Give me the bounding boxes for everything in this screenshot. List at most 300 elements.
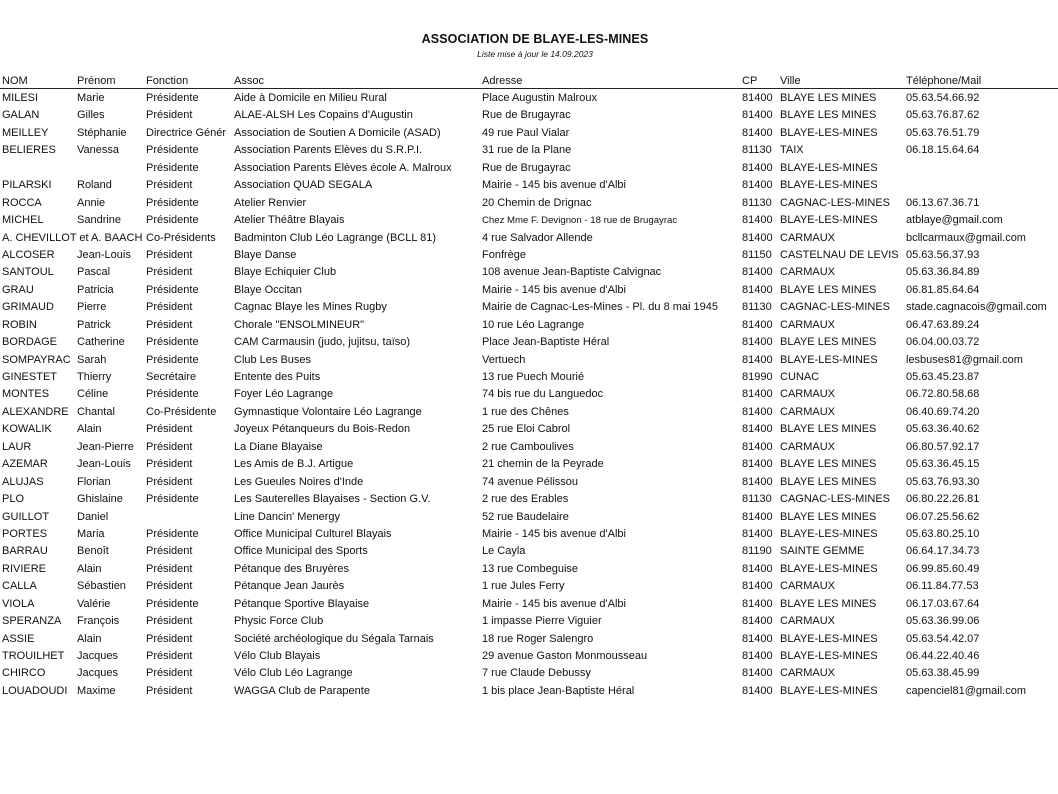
table-row [2,526,1058,543]
cell-adresse: Rue de Brugayrac [482,109,571,122]
table-row [2,543,1058,560]
cell-association: Pétanque des Bruyères [234,562,349,575]
cell-association: Chorale "ENSOLMINEUR" [234,318,365,331]
table-row [2,317,1058,334]
table-row [2,648,1058,665]
table-row [2,160,1058,177]
cell-nom: PILARSKI [2,179,52,192]
table-row [2,404,1058,421]
cell-prenom: Jean-Louis [77,248,131,261]
cell-adresse: 25 rue Eloi Cabrol [482,423,571,436]
cell-adresse: 1 impasse Pierre Viguier [482,615,602,628]
cell-ville: BLAYE-LES-MINES [780,179,878,192]
cell-association: Physic Force Club [234,615,324,628]
cell-nom: VIOLA [2,597,35,610]
cell-code-postal: 81400 [742,109,773,122]
cell-fonction: Président [146,301,193,314]
cell-code-postal: 81400 [742,440,773,453]
cell-telephone-mail: 06.81.85.64.64 [906,283,980,296]
cell-code-postal: 81400 [742,475,773,488]
cell-ville: BLAYE LES MINES [780,336,877,349]
cell-prenom: François [77,615,120,628]
cell-adresse: 18 rue Roger Salengro [482,632,594,645]
cell-nom: MILESI [2,92,39,104]
cell-adresse: Rue de Brugayrac [482,161,571,174]
cell-adresse: 21 chemin de la Peyrade [482,458,604,471]
cell-prenom: Patricia [77,283,114,296]
cell-ville: BLAYE-LES-MINES [780,527,878,540]
cell-association: CAM Carmausin (judo, jujitsu, taïso) [234,336,411,349]
cell-nom: SOMPAYRAC [2,353,71,366]
table-row [2,421,1058,438]
cell-adresse: 13 rue Combeguise [482,562,579,575]
cell-fonction: Présidente [146,493,199,506]
cell-adresse: Mairie - 145 bis avenue d'Albi [482,527,626,540]
cell-prenom: Sarah [77,353,107,366]
cell-prenom: Pascal [77,266,111,279]
cell-code-postal: 81190 [742,545,772,558]
cell-nom: BARRAU [2,545,48,558]
cell-fonction: Présidente [146,283,199,296]
cell-association: La Diane Blayaise [234,440,323,453]
cell-telephone-mail: atblaye@gmail.com [906,214,1003,227]
cell-prenom: Pierre [77,301,107,314]
cell-telephone-mail: 06.13.67.36.71 [906,196,980,209]
cell-adresse: Mairie - 145 bis avenue d'Albi [482,597,626,610]
cell-association: Pétanque Sportive Blayaise [234,597,370,610]
table-header-row [2,73,1058,90]
cell-telephone-mail: 05.63.54.66.92 [906,92,980,104]
cell-ville: BLAYE LES MINES [780,283,877,296]
cell-adresse: Vertuech [482,353,526,366]
cell-adresse: 10 rue Léo Lagrange [482,318,585,331]
cell-nom: BELIERES [2,144,56,157]
cell-adresse: 29 avenue Gaston Monmousseau [482,650,648,662]
cell-fonction: Président [146,440,193,453]
cell-adresse: 108 avenue Jean-Baptiste Calvignac [482,266,662,279]
cell-code-postal: 81400 [742,161,773,174]
cell-ville: CARMAUX [780,266,836,279]
cell-adresse: 74 bis rue du Languedoc [482,388,604,401]
cell-code-postal: 81400 [742,126,773,139]
table-row [2,578,1058,595]
cell-prenom: Catherine [77,336,125,349]
cell-fonction: Président [146,475,193,488]
cell-code-postal: 81400 [742,405,773,418]
table-row [2,107,1058,124]
cell-prenom: Céline [77,388,109,401]
cell-adresse: Mairie de Cagnac-Les-Mines - Pl. du 8 mai 1945 [482,301,719,314]
table-row [2,299,1058,316]
cell-telephone-mail: 05.63.45.23.87 [906,371,980,383]
cell-nom: GRAU [2,283,34,296]
cell-ville: BLAYE-LES-MINES [780,353,878,366]
cell-adresse: 2 rue Camboulives [482,440,574,453]
cell-ville: BLAYE-LES-MINES [780,214,878,227]
cell-ville: CARMAUX [780,318,836,331]
cell-nom: ROCCA [2,196,42,209]
cell-code-postal: 81400 [742,684,773,697]
cell-nom: PLO [2,493,25,506]
cell-telephone-mail: 06.80.22.26.81 [906,493,980,506]
cell-nom: CALLA [2,580,37,593]
cell-fonction: Présidente [146,597,199,610]
cell-code-postal: 81400 [742,562,773,575]
cell-code-postal: 81400 [742,231,773,244]
cell-association: Atelier Renvier [234,196,307,209]
cell-adresse: 1 bis place Jean-Baptiste Héral [482,684,635,697]
column-header-ville: Ville [780,75,801,87]
cell-fonction: Présidente [146,527,199,540]
cell-telephone-mail: 05.63.76.93.30 [906,475,980,488]
cell-nom: SANTOUL [2,266,54,279]
cell-code-postal: 81400 [742,423,773,436]
cell-ville: TAIX [780,144,804,157]
cell-ville: CUNAC [780,371,820,383]
table-row [2,613,1058,630]
cell-association: Blaye Echiquier Club [234,266,337,279]
cell-telephone-mail: 05.63.56.37.93 [906,248,980,261]
cell-telephone-mail: 06.64.17.34.73 [906,545,980,558]
cell-nom: LAUR [2,440,32,453]
cell-telephone-mail: 05.63.36.99.06 [906,615,980,628]
column-header-cp: CP [742,75,758,87]
cell-telephone-mail: 06.44.22.40.46 [906,650,980,662]
cell-code-postal: 81400 [742,510,773,523]
association-table [2,73,1058,700]
cell-prenom: Benoît [77,545,109,558]
cell-code-postal: 81400 [742,92,773,104]
cell-association: Les Gueules Noires d'Inde [234,475,364,488]
cell-association: Association Parents Elèves école A. Malroux [234,161,452,174]
cell-telephone-mail: bcllcarmaux@gmail.com [906,231,1026,244]
cell-ville: CARMAUX [780,667,836,680]
cell-fonction: Président [146,562,193,575]
cell-fonction: Directrice Génér [146,126,227,139]
cell-adresse: Place Augustin Malroux [482,92,597,104]
cell-association: Vélo Club Léo Lagrange [234,667,353,680]
cell-nom: GINESTET [2,371,58,383]
cell-code-postal: 81400 [742,527,773,540]
table-row [2,195,1058,212]
table-row [2,386,1058,403]
cell-association: Entente des Puits [234,371,321,383]
cell-nom: GRIMAUD [2,301,54,314]
cell-telephone-mail: 05.63.38.45.99 [906,667,980,680]
cell-code-postal: 81400 [742,458,773,471]
cell-association: Club Les Buses [234,353,312,366]
cell-telephone-mail: 06.11.84.77.53 [906,580,979,593]
cell-prenom: Marie [77,92,105,104]
cell-fonction: Président [146,615,193,628]
table-row [2,474,1058,491]
cell-association: Aide à Domicile en Milieu Rural [234,92,387,104]
column-header-fonction: Fonction [146,75,189,87]
cell-fonction: Président [146,545,193,558]
cell-prenom: Sébastien [77,580,126,593]
cell-telephone-mail: 05.63.54.42.07 [906,632,980,645]
cell-telephone-mail: 05.63.76.87.62 [906,109,980,122]
cell-adresse: 74 avenue Pélissou [482,475,579,488]
cell-telephone-mail: 05.63.36.84.89 [906,266,980,279]
cell-nom: RIVIERE [2,562,47,575]
cell-nom: ALCOSER [2,248,55,261]
table-row [2,665,1058,682]
cell-adresse: Mairie - 145 bis avenue d'Albi [482,179,626,192]
cell-association: ALAE-ALSH Les Copains d'Augustin [234,109,413,122]
cell-fonction: Présidente [146,336,199,349]
column-header-assoc: Assoc [234,75,264,87]
cell-ville: BLAYE LES MINES [780,109,877,122]
cell-fonction: Président [146,580,193,593]
cell-nom: GUILLOT [2,510,50,523]
table-row [2,212,1058,229]
table-row [2,456,1058,473]
cell-fonction: Président [146,266,193,279]
cell-nom: AZEMAR [2,458,48,471]
cell-ville: BLAYE-LES-MINES [780,632,878,645]
cell-association: Les Amis de B.J. Artigue [234,458,354,471]
table-body [2,90,1058,700]
cell-association: Gymnastique Volontaire Léo Lagrange [234,405,422,418]
cell-association: Cagnac Blaye les Mines Rugby [234,301,387,314]
cell-adresse: Fonfrège [482,248,527,261]
cell-prenom: Chantal [77,405,115,418]
cell-telephone-mail: 05.63.76.51.79 [906,126,980,139]
table-row [2,125,1058,142]
cell-nom: BORDAGE [2,336,58,349]
cell-prenom: Roland [77,179,112,192]
cell-ville: CARMAUX [780,615,836,628]
cell-fonction: Co-Présidente [146,405,217,418]
cell-code-postal: 81130 [742,144,772,157]
cell-prenom: Annie [77,196,106,209]
cell-nom: GALAN [2,109,40,122]
cell-ville: BLAYE LES MINES [780,92,877,104]
cell-adresse: 20 Chemin de Drignac [482,196,592,209]
cell-nom: ASSIE [2,632,35,645]
cell-fonction: Président [146,684,193,697]
cell-fonction: Secrétaire [146,371,197,383]
cell-prenom: Sandrine [77,214,122,227]
cell-association: Société archéologique du Ségala Tarnais [234,632,434,645]
table-row [2,247,1058,264]
cell-association: Association Parents Elèves du S.R.P.I. [234,144,423,157]
table-row [2,369,1058,386]
cell-fonction: Co-Présidents [146,231,216,244]
cell-prenom: Ghislaine [77,493,123,506]
cell-telephone-mail: 06.80.57.92.17 [906,440,980,453]
cell-prenom: Daniel [77,510,109,523]
cell-ville: CARMAUX [780,580,836,593]
column-header-adresse: Adresse [482,75,523,87]
cell-association: Line Dancin' Menergy [234,510,341,523]
cell-ville: CARMAUX [780,405,836,418]
cell-prenom: Jacques [77,650,118,662]
table-row [2,631,1058,648]
cell-adresse: 31 rue de la Plane [482,144,572,157]
cell-prenom: Thierry [77,371,112,383]
cell-fonction: Président [146,458,193,471]
table-row [2,683,1058,700]
table-row [2,230,1058,247]
table-row [2,352,1058,369]
cell-fonction: Présidente [146,144,199,157]
cell-prenom: Jacques [77,667,118,680]
cell-association: Office Municipal Culturel Blayais [234,527,392,540]
cell-nom: PORTES [2,527,48,540]
cell-telephone-mail: stade.cagnacois@gmail.com [906,301,1047,314]
cell-adresse: 52 rue Baudelaire [482,510,569,523]
cell-prenom: Alain [77,562,102,575]
cell-fonction: Présidente [146,92,199,104]
cell-prenom: Jean-Pierre [77,440,134,453]
cell-code-postal: 81400 [742,632,773,645]
cell-fonction: Président [146,423,193,436]
cell-ville: CARMAUX [780,388,836,401]
cell-code-postal: 81400 [742,580,773,593]
cell-nom: A. CHEVILLOT et A. BAACH [2,231,143,244]
cell-adresse: Chez Mme F. Devignon - 18 rue de Brugayrac [482,215,678,227]
document-title: ASSOCIATION DE BLAYE-LES-MINES [421,32,649,46]
cell-adresse: Place Jean-Baptiste Héral [482,336,610,349]
cell-nom: SPERANZA [2,615,62,628]
cell-code-postal: 81400 [742,353,773,366]
cell-ville: BLAYE-LES-MINES [780,562,878,575]
cell-code-postal: 81150 [742,248,772,261]
cell-nom: MEILLEY [2,126,49,139]
cell-association: Les Sauterelles Blayaises - Section G.V. [234,493,431,506]
cell-code-postal: 81400 [742,597,773,610]
cell-fonction: Présidente [146,196,199,209]
column-header-telephone-mail: Téléphone/Mail [906,75,982,87]
cell-telephone-mail: 06.17.03.67.64 [906,597,980,610]
cell-telephone-mail: lesbuses81@gmail.com [906,353,1023,366]
cell-association: Blaye Danse [234,248,297,261]
cell-prenom: Florian [77,475,111,488]
cell-code-postal: 81400 [742,667,773,680]
cell-prenom: Alain [77,632,102,645]
cell-ville: BLAYE-LES-MINES [780,684,878,697]
cell-telephone-mail: 05.63.80.25.10 [906,527,980,540]
cell-ville: CARMAUX [780,440,836,453]
cell-telephone-mail: 05.63.36.40.62 [906,423,980,436]
cell-fonction: Présidente [146,388,199,401]
cell-ville: CAGNAC-LES-MINES [780,301,891,314]
cell-telephone-mail: 06.04.00.03.72 [906,336,980,349]
cell-association: Joyeux Pétanqueurs du Bois-Redon [234,423,411,436]
cell-ville: SAINTE GEMME [780,545,865,558]
cell-adresse: Le Cayla [482,545,526,558]
cell-nom: ROBIN [2,318,37,331]
cell-nom: MONTES [2,388,50,401]
cell-nom: ALUJAS [2,475,44,488]
cell-ville: BLAYE LES MINES [780,423,877,436]
cell-code-postal: 81400 [742,388,773,401]
cell-prenom: Gilles [77,109,105,122]
cell-fonction: Président [146,632,193,645]
column-header-prenom: Prénom [77,75,116,87]
cell-nom: LOUADOUDI [2,684,68,697]
cell-association: Association de Soutien A Domicile (ASAD) [234,126,441,139]
cell-fonction: Présidente [146,161,199,174]
cell-telephone-mail: 05.63.36.45.15 [906,458,980,471]
cell-fonction: Président [146,667,193,680]
cell-telephone-mail: 06.99.85.60.49 [906,562,980,575]
cell-ville: BLAYE-LES-MINES [780,650,878,662]
table-row [2,142,1058,159]
table-row [2,334,1058,351]
table-row [2,282,1058,299]
cell-adresse: 1 rue des Chênes [482,405,569,418]
cell-ville: BLAYE LES MINES [780,475,877,488]
cell-association: Blaye Occitan [234,283,302,296]
cell-fonction: Président [146,179,193,192]
cell-ville: CAGNAC-LES-MINES [780,493,891,506]
cell-code-postal: 81990 [742,371,773,383]
cell-ville: CAGNAC-LES-MINES [780,196,891,209]
cell-prenom: Valérie [77,597,111,610]
cell-association: Badminton Club Léo Lagrange (BCLL 81) [234,231,437,244]
cell-association: Vélo Club Blayais [234,650,321,662]
cell-ville: BLAYE LES MINES [780,510,877,523]
cell-prenom: Stéphanie [77,126,127,139]
cell-ville: BLAYE LES MINES [780,458,877,471]
cell-nom: ALEXANDRE [2,405,69,418]
cell-code-postal: 81400 [742,318,773,331]
cell-ville: BLAYE-LES-MINES [780,161,878,174]
cell-telephone-mail: 06.18.15.64.64 [906,144,980,157]
cell-ville: BLAYE-LES-MINES [780,126,878,139]
cell-adresse: 4 rue Salvador Allende [482,231,593,244]
cell-prenom: Maxime [77,684,116,697]
cell-association: Atelier Théâtre Blayais [234,214,345,227]
cell-association: WAGGA Club de Parapente [234,684,370,697]
cell-ville: BLAYE LES MINES [780,597,877,610]
cell-ville: CASTELNAU DE LEVIS [780,248,899,261]
cell-code-postal: 81400 [742,283,773,296]
table-row [2,439,1058,456]
cell-nom: CHIRCO [2,667,46,680]
cell-code-postal: 81130 [742,493,772,506]
cell-code-postal: 81400 [742,615,773,628]
cell-adresse: 13 rue Puech Mourié [482,371,585,383]
cell-code-postal: 81400 [742,650,773,662]
cell-prenom: Maria [77,527,105,540]
cell-adresse: 2 rue des Erables [482,493,569,506]
cell-nom: MICHEL [2,214,44,227]
cell-adresse: 49 rue Paul Vialar [482,126,570,139]
cell-adresse: 1 rue Jules Ferry [482,580,565,593]
table-row [2,561,1058,578]
cell-code-postal: 81400 [742,179,773,192]
cell-fonction: Président [146,248,193,261]
cell-fonction: Présidente [146,353,199,366]
cell-fonction: Président [146,318,193,331]
column-header-nom: NOM [2,75,28,87]
cell-prenom: Alain [77,423,102,436]
cell-prenom: Patrick [77,318,111,331]
cell-telephone-mail: capenciel81@gmail.com [906,684,1027,697]
cell-fonction: Président [146,109,193,122]
table-row [2,491,1058,508]
cell-ville: CARMAUX [780,231,836,244]
cell-association: Foyer Léo Lagrange [234,388,334,401]
table-row [2,596,1058,613]
table-row [2,177,1058,194]
table-row [2,264,1058,281]
cell-code-postal: 81400 [742,336,773,349]
